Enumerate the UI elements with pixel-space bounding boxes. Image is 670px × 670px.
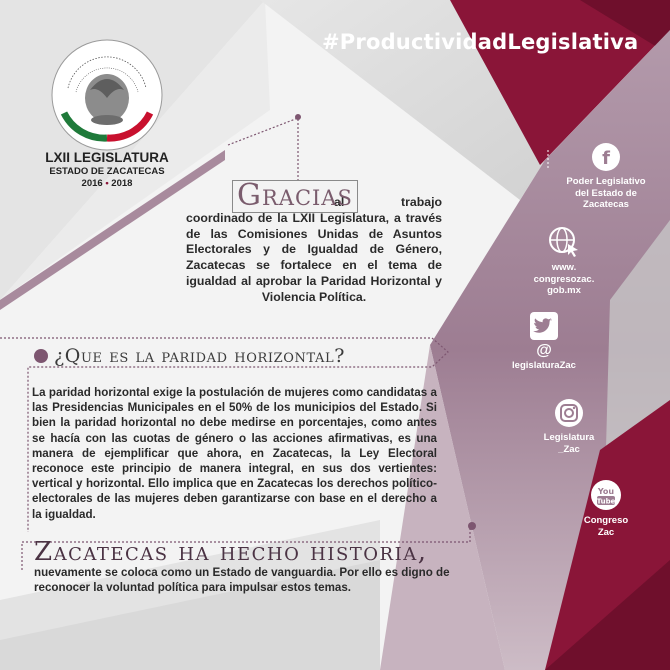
social-facebook[interactable] — [551, 142, 661, 211]
twitter-icon — [530, 312, 558, 340]
section-heading-text: ¿Que es la paridad horizontal? — [54, 345, 346, 367]
legislature-subtitle: ESTADO DE ZACATECAS — [49, 166, 165, 177]
closing-text: nuevamente se coloca como un Estado de vanguardia. Por ello es digno de reconocer la voluntad política para impulsar estos temas. — [34, 566, 450, 594]
facebook-icon — [591, 142, 621, 172]
seal-icon — [50, 38, 164, 152]
svg-text:f: f — [602, 148, 610, 169]
instagram-icon — [554, 398, 584, 428]
facebook-label: Poder Legislativo del Estado de Zacatecas — [566, 176, 646, 210]
at-sign: @ — [536, 342, 552, 359]
year-separator: • — [105, 178, 109, 189]
section-body: La paridad horizontal exige la postulación de mujeres como candidatas a las Presidencias Municipales en el 50% de los municipios del Estado. Si bien la paridad horizontal no debe medirse en porcentajes, como antes se hacía con las cuotas de género o las acciones afirmativas, es una manera de ejemplificar que ahora, en Zacatecas, la Ley Electoral reconoce este principio de manera integral, en sus dos vertientes: vertical y horizontal. Ello implica que en Zacatecas los derechos político-electorales de las mujeres deben garantizarse con base en el derecho a la igualdad. — [32, 386, 437, 521]
social-twitter[interactable] — [489, 312, 599, 372]
intro-text: al trabajo coordinado de la LXII Legislatura, a través de las Comisiones Unidas de Asuntos Electorales y de Igualdad de Género, Zacatecas se fortalece en el tema de igualdad al aprobar la Paridad Horizontal y Violencia Política. — [186, 195, 442, 304]
youtube-glyph-bottom: Tube — [596, 497, 616, 506]
social-youtube[interactable] — [551, 479, 661, 538]
bullet-icon — [34, 349, 48, 363]
social-instagram[interactable] — [514, 398, 624, 455]
web-label: www. congresozac. gob.mx — [533, 262, 595, 296]
intro-lead-word: Gracias — [232, 180, 358, 213]
web-icon — [548, 226, 580, 258]
closing-title: Zacatecas ha hecho historia, — [34, 537, 428, 567]
youtube-label: Congreso Zac — [583, 515, 629, 538]
hashtag: #ProductividadLegislativa — [322, 30, 639, 54]
legislature-years — [42, 178, 172, 189]
youtube-icon — [590, 479, 622, 511]
section-heading — [34, 342, 434, 370]
legislature-title: LXII LEGISLATURA — [45, 150, 169, 165]
youtube-glyph-top: You — [597, 487, 615, 496]
year-end: 2018 — [111, 178, 133, 189]
twitter-label: legislaturaZac — [512, 360, 576, 371]
social-web[interactable] — [509, 226, 619, 297]
year-start: 2016 — [81, 178, 103, 189]
instagram-label: Legislatura _Zac — [543, 432, 595, 455]
